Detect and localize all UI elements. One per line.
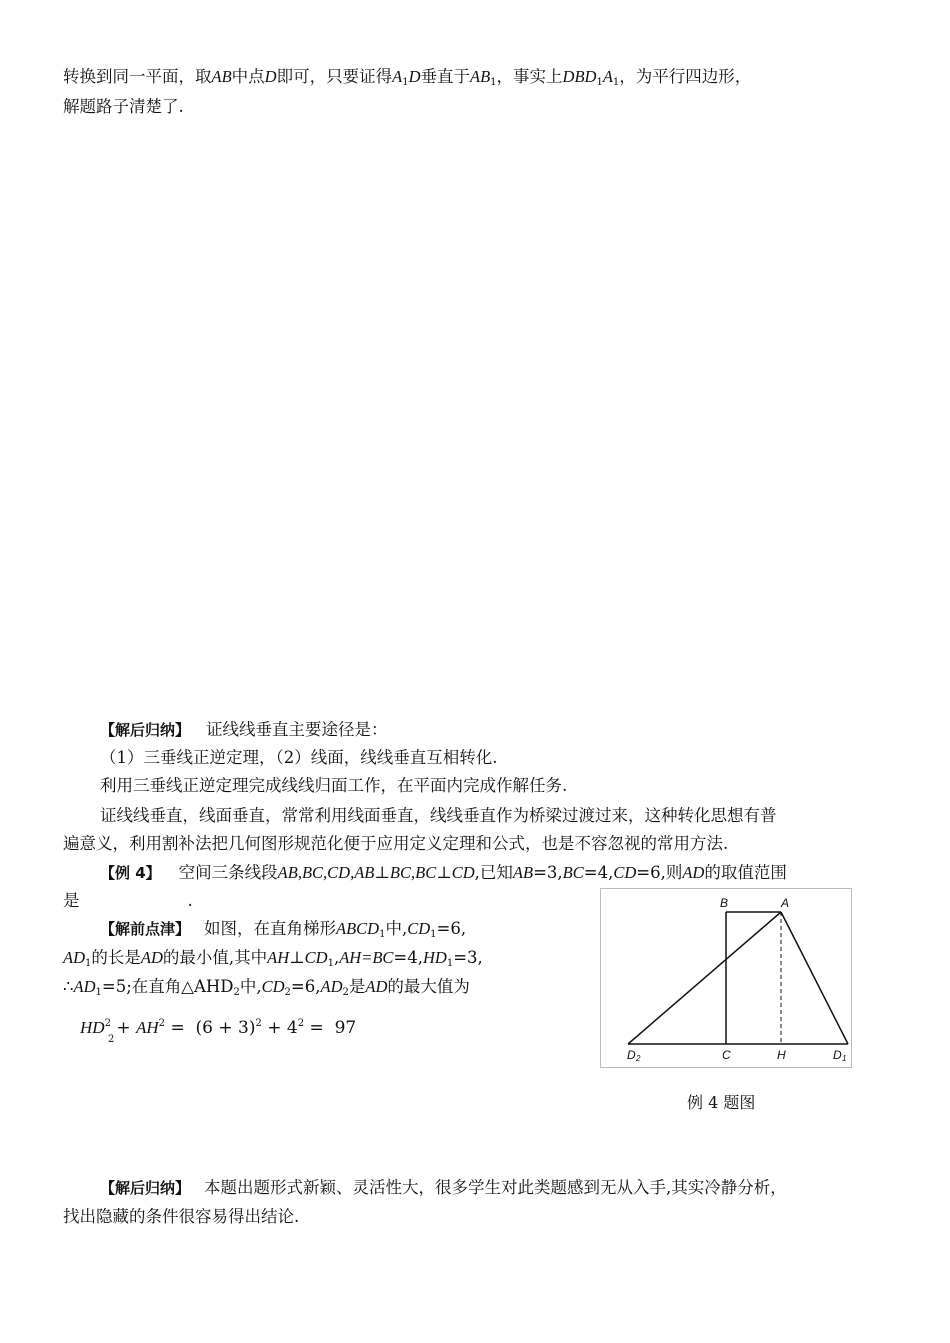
math: AH	[136, 1018, 159, 1037]
section-label: 【例 4】	[100, 864, 161, 882]
text: 证线线垂直主要途径是：	[206, 720, 388, 739]
text: ，为平行四边形，	[619, 67, 752, 86]
text: =6,则	[636, 863, 683, 882]
math: HD	[80, 1018, 105, 1037]
subscript: 1	[430, 929, 437, 940]
math: AB,BC,CD,AB	[277, 863, 375, 882]
math: BC	[562, 863, 584, 882]
superscript: 2	[104, 1018, 111, 1029]
section-label: 【解后归纳】	[100, 721, 191, 739]
summary-1-line-5: 遍意义，利用割补法把几何图形规范化便于应用定义定理和公式，也是不容忽视的常用方法.	[63, 834, 729, 853]
subscript: 2	[233, 987, 240, 998]
math: CD	[261, 977, 285, 996]
label-h: H	[777, 1048, 786, 1062]
text: ∴	[63, 977, 74, 996]
text: =6,	[290, 977, 321, 996]
text: =3,	[533, 863, 563, 882]
math: A	[602, 67, 613, 86]
math: AD	[73, 977, 96, 996]
math: AB	[512, 863, 534, 882]
math: D	[408, 67, 421, 86]
math: DBD	[562, 67, 597, 86]
text: ，事实上	[496, 67, 563, 86]
text: 即可，只要证得	[276, 67, 393, 86]
summary-1-line-3: 利用三垂线正逆定理完成线线归面工作，在平面内完成作解任务.	[100, 776, 568, 795]
math: CD	[304, 948, 328, 967]
hint-line-2	[63, 947, 483, 969]
math: AD	[63, 948, 85, 967]
subscript: 2	[342, 987, 349, 998]
math: AH	[267, 948, 290, 967]
text: =3,	[453, 948, 483, 967]
math: AD	[365, 977, 388, 996]
math: AD	[682, 863, 705, 882]
subscript: 1	[85, 958, 92, 969]
text: =5;在直角△AHD	[101, 977, 234, 996]
subscript: 1	[95, 987, 102, 998]
math: AB	[211, 67, 232, 86]
superscript: 2	[158, 1018, 166, 1029]
text: 转换到同一平面，取	[63, 67, 212, 86]
text: ,	[333, 948, 340, 967]
text: 中,	[385, 919, 408, 938]
text: 的最小值,其中	[162, 948, 268, 967]
summary-2-line-1	[100, 1177, 787, 1199]
paragraph-1-line-1	[63, 66, 751, 88]
subscript: 1	[596, 77, 603, 88]
subscript: 1	[612, 77, 620, 88]
text: 中点	[231, 67, 265, 86]
segment-ad2	[628, 912, 781, 1044]
text: ,已知	[474, 863, 513, 882]
math: BC,BC	[389, 863, 437, 882]
subscript: 1	[446, 958, 454, 969]
summary-1-item: （1）三垂线正逆定理，（2）线面，线线垂直互相转化.	[100, 748, 498, 767]
text: 的长是	[91, 948, 141, 967]
formula	[80, 1018, 357, 1045]
subscript: 1	[379, 929, 386, 940]
text: ⊥	[289, 948, 305, 967]
text: 本题出题形式新颖、灵活性大，很多学生对此类题感到无从入手,其实冷静分析，	[204, 1178, 787, 1197]
subscript: 1	[327, 958, 334, 969]
text: ⊥	[374, 863, 390, 882]
text: 97	[334, 1018, 357, 1038]
figure-caption: 例 4 题图	[687, 1093, 756, 1112]
summary-1-line-4: 证线线垂直，线面垂直，常常利用线面垂直，线线垂直作为桥梁过渡过来，这种转化思想有普	[100, 806, 777, 825]
math: AB	[469, 67, 491, 86]
label-a: A	[781, 896, 790, 910]
math: AH=BC	[339, 948, 394, 967]
label-d2-sub: 2	[636, 1054, 641, 1063]
text: 垂直于	[420, 67, 470, 86]
superscript: 2	[255, 1018, 262, 1029]
label-d1: D	[833, 1048, 842, 1062]
superscript: 2	[297, 1018, 305, 1029]
text: 如图，在直角梯形	[204, 919, 337, 938]
subscript: 1	[490, 77, 497, 88]
summary-1-heading	[100, 719, 388, 741]
figure-svg	[601, 889, 851, 1067]
text: 中,	[239, 977, 262, 996]
geometry-figure	[600, 888, 852, 1068]
text: =4,	[393, 948, 423, 967]
math: CD	[407, 919, 431, 938]
text: =4,	[583, 863, 614, 882]
text: =	[165, 1018, 196, 1038]
hint-line-1	[100, 918, 466, 940]
text: 的最大值为	[387, 977, 470, 996]
segment-ad1	[781, 912, 848, 1044]
section-label: 【解前点津】	[100, 920, 191, 938]
text: 是	[63, 891, 80, 910]
math: A	[392, 67, 403, 86]
text: .	[187, 891, 193, 910]
label-b: B	[720, 896, 729, 910]
text: 是	[348, 977, 366, 996]
summary-2-line-2: 找出隐藏的条件很容易得出结论.	[63, 1207, 300, 1226]
section-label: 【解后归纳】	[100, 1179, 191, 1197]
text: +	[110, 1018, 136, 1038]
text: =	[304, 1018, 335, 1038]
text: 空间三条线段	[178, 863, 278, 882]
text: (6 + 3)	[195, 1018, 256, 1038]
math: AD	[140, 948, 163, 967]
subscript: 2	[284, 987, 291, 998]
hint-line-3	[63, 976, 470, 998]
subscript: 2	[108, 1034, 115, 1045]
paragraph-1-line-2: 解题路子清楚了.	[63, 97, 184, 116]
label-d1-sub: 1	[842, 1054, 847, 1063]
example-4-line-1	[100, 862, 787, 884]
math: AD	[320, 977, 343, 996]
math: HD	[423, 948, 447, 967]
math: ABCD	[336, 919, 380, 938]
example-4-line-2	[63, 890, 193, 912]
text: ⊥	[436, 863, 452, 882]
math: D	[264, 67, 277, 86]
math: CD	[613, 863, 637, 882]
text: =6,	[436, 919, 467, 938]
text: + 4	[261, 1018, 298, 1038]
math: CD	[451, 863, 475, 882]
text: 的取值范围	[704, 863, 787, 882]
subscript: 1	[402, 77, 409, 88]
label-d2: D	[627, 1048, 636, 1062]
label-c: C	[722, 1048, 731, 1062]
